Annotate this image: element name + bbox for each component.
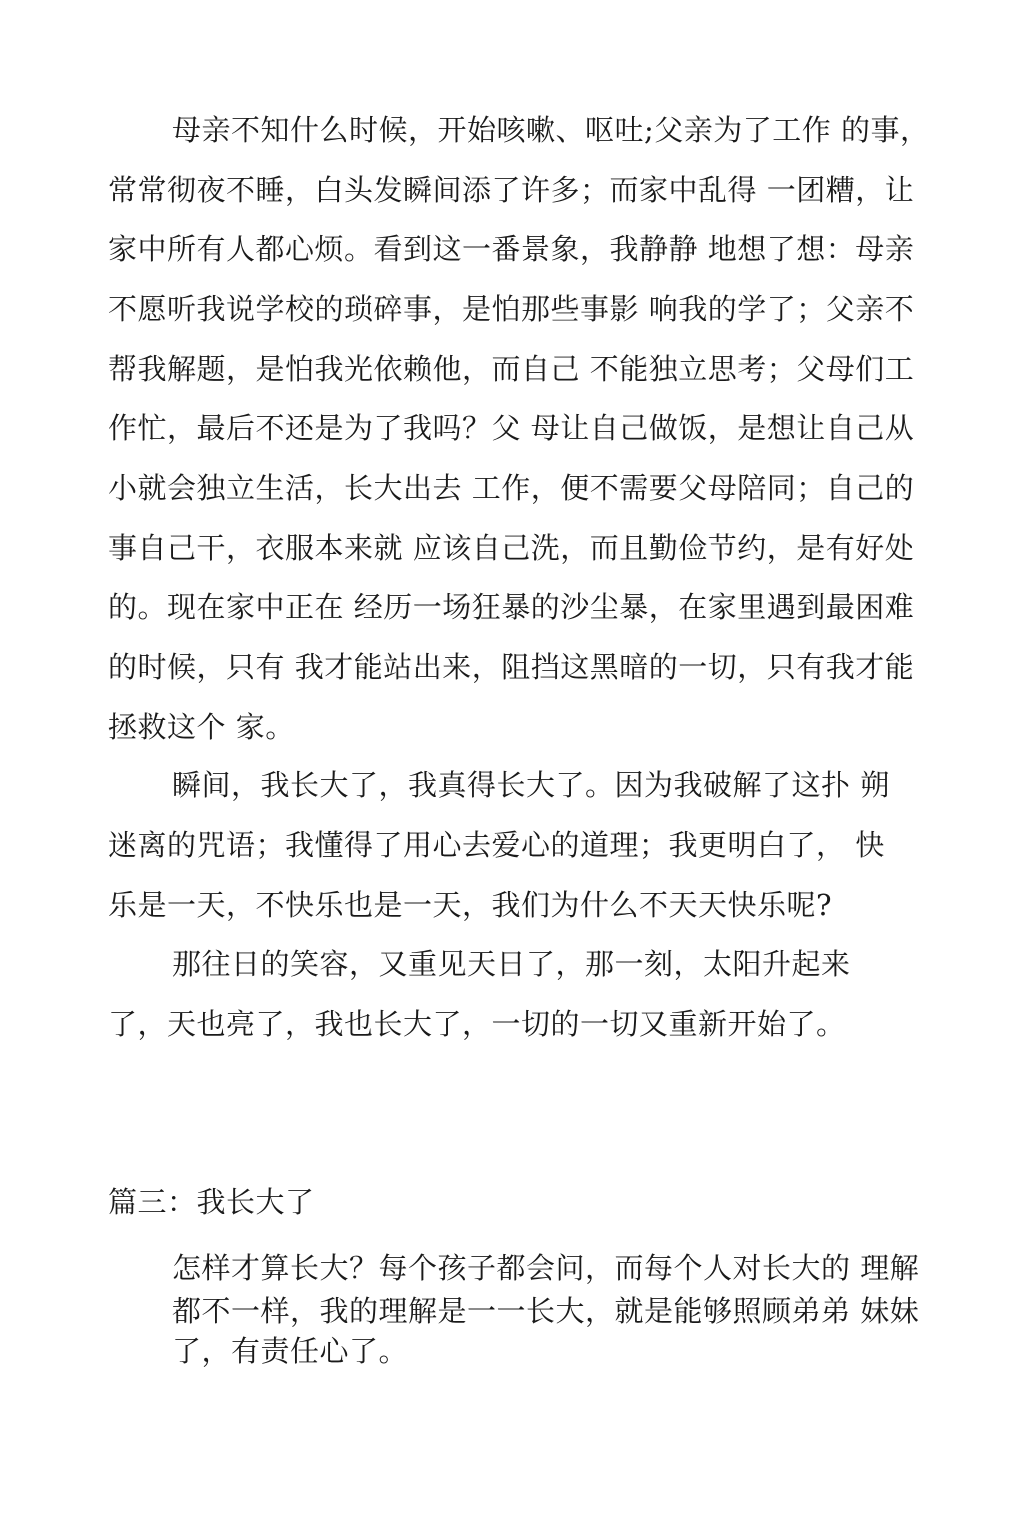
paragraph-1-line: 不愿听我说学校的琐碎事，是怕那些事影 响我的学了；父亲不 (108, 292, 915, 326)
paragraph-3-line: 那往日的笑容，又重见天日了，那一刻，太阳升起来 (172, 947, 851, 981)
paragraph-4-line: 怎样才算长大？每个孩子都会问，而每个人对长大的 理解 (172, 1251, 920, 1285)
paragraph-1-line: 小就会独立生活，长大出去 工作，便不需要父母陪同；自己的 (108, 471, 915, 505)
paragraph-2-line: 迷离的咒语；我懂得了用心去爱心的道理；我更明白了， 快 (108, 828, 885, 862)
paragraph-2-line: 瞬间，我长大了，我真得长大了。因为我破解了这扑 朔 (172, 768, 890, 802)
paragraph-1-line: 的时候，只有 我才能站出来，阻挡这黑暗的一切，只有我才能 (108, 650, 915, 684)
paragraph-1-line: 事自己干，衣服本来就 应该自己洗，而且勤俭节约，是有好处 (108, 531, 915, 565)
section-title: 篇三：我长大了 (108, 1185, 315, 1219)
paragraph-1-line: 帮我解题，是怕我光依赖他，而自己 不能独立思考；父母们工 (108, 352, 915, 386)
paragraph-2-line: 乐是一天，不快乐也是一天，我们为什么不天天快乐呢? (108, 888, 833, 922)
paragraph-1-line: 拯救这个 家。 (108, 710, 295, 744)
paragraph-4-line: 都不一样，我的理解是一一长大，就是能够照顾弟弟 妹妹 (172, 1294, 920, 1328)
paragraph-1-line: 母亲不知什么时候，开始咳嗽、呕吐;父亲为了工作 的事， (172, 113, 930, 147)
paragraph-1-line: 作忙，最后不还是为了我吗？父 母让自己做饭，是想让自己从 (108, 411, 915, 445)
paragraph-1-line: 的。现在家中正在 经历一场狂暴的沙尘暴，在家里遇到最困难 (108, 590, 915, 624)
paragraph-3-line: 了，天也亮了，我也长大了，一切的一切又重新开始了。 (108, 1007, 846, 1041)
paragraph-1-line: 家中所有人都心烦。看到这一番景象，我静静 地想了想：母亲 (108, 232, 915, 266)
paragraph-1-line: 常常彻夜不睡，白头发瞬间添了许多；而家中乱得 一团糟，让 (108, 173, 915, 207)
paragraph-4-line: 了，有责任心了。 (172, 1334, 409, 1368)
